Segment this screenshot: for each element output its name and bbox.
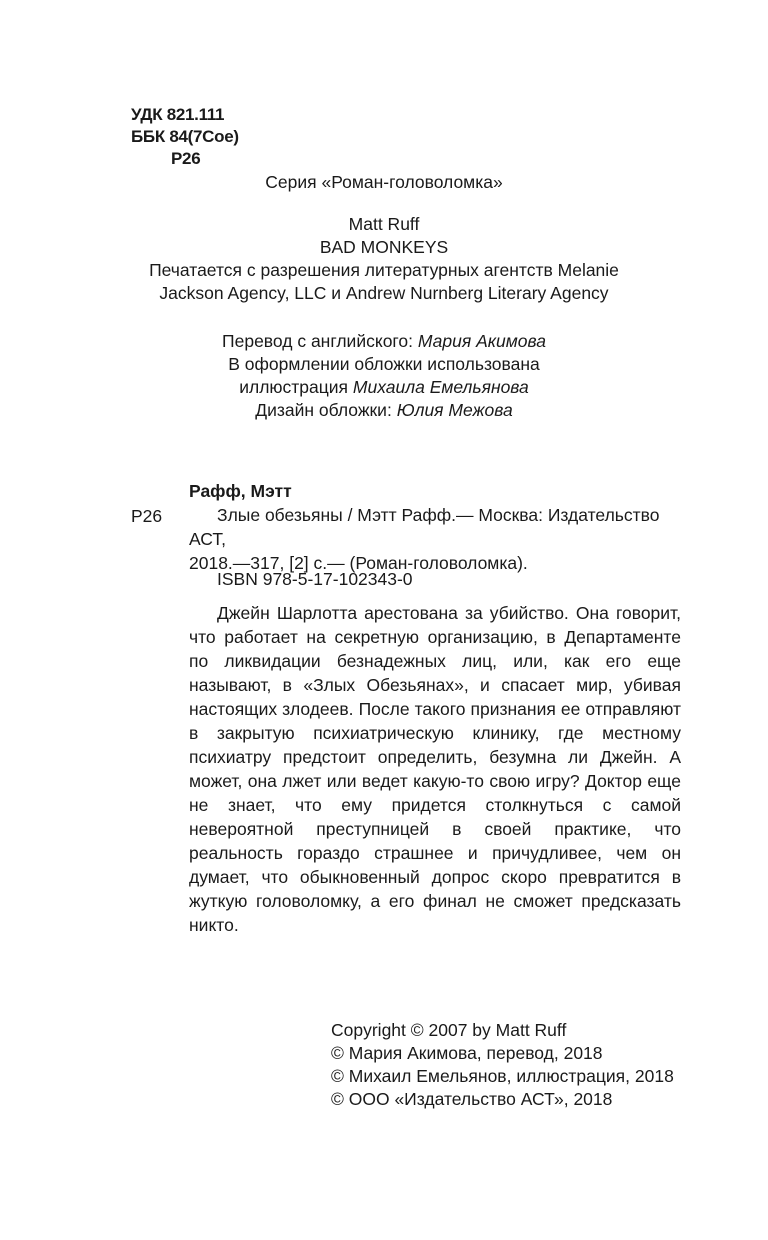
credits-block bbox=[90, 330, 678, 422]
cover-credit-line: В оформлении обложки использована bbox=[228, 354, 540, 374]
design-credit bbox=[90, 399, 678, 422]
isbn: ISBN 978-5-17-102343-0 bbox=[217, 569, 413, 589]
series-title: Серия «Роман-головоломка» bbox=[265, 172, 503, 192]
permission-line-1: Печатается с разрешения литературных агентств Melanie bbox=[149, 260, 619, 280]
udk-code: УДК 821.111 bbox=[131, 105, 225, 124]
copyright-line: © ООО «Издательство АСТ», 2018 bbox=[331, 1089, 613, 1109]
translator-name: Мария Акимова bbox=[417, 331, 546, 351]
translation-label: Перевод с английского: bbox=[222, 331, 418, 351]
design-label: Дизайн обложки: bbox=[255, 400, 397, 420]
classification-codes bbox=[131, 104, 239, 170]
annotation-paragraph: Джейн Шарлотта арестована за убийство. Она говорит, что работает на секретную организацию, в Департаменте по ликвидации безнадежных лиц, или, как его еще называют, в «Злых Обезьянах», и спасает мир, убивая настоящих злодеев. После такого признания ее отправляют в закрытую психиатрическую клинику, где местному психиатру предстоит определить, безумна ли Джейн. А может, она лжет или ведет какую-то свою игру? Доктор еще не знает, что ему придется столкнуться с самой невероятной преступницей в своей практике, что реальность гораздо страшнее и причудливее, чем он думает, что обыкновенный допрос скоро превратится в жуткую головоломку, а его финал не сможет предсказать никто. bbox=[189, 603, 681, 935]
original-author: Matt Ruff bbox=[348, 214, 420, 234]
copyright-line: © Мария Акимова, перевод, 2018 bbox=[331, 1043, 603, 1063]
copyright-block bbox=[331, 1019, 674, 1111]
bbk-code: ББК 84(7Сое) bbox=[131, 127, 239, 146]
copyright-line: Copyright © 2007 by Matt Ruff bbox=[331, 1020, 567, 1040]
author-mark: Р26 bbox=[171, 149, 201, 168]
copyright-line: © Михаил Емельянов, иллюстрация, 2018 bbox=[331, 1066, 674, 1086]
catalog-left-code: Р26 bbox=[131, 506, 163, 526]
original-title: BAD MONKEYS bbox=[319, 237, 449, 257]
illustrator-name: Михаила Емельянова bbox=[352, 377, 529, 397]
catalog-description-line-1: Злые обезьяны / Мэтт Рафф.— Москва: Издательство АСТ, bbox=[189, 505, 660, 549]
original-edition-block bbox=[90, 213, 678, 305]
translation-credit bbox=[90, 330, 678, 353]
catalog-description-line-2: 2018.—317, [2] с.— (Роман-головоломка). bbox=[189, 553, 528, 573]
illustration-label: иллюстрация bbox=[239, 377, 353, 397]
illustration-credit bbox=[90, 376, 678, 399]
catalog-description bbox=[189, 503, 679, 575]
permission-line-2: Jackson Agency, LLC и Andrew Nurnberg Literary Agency bbox=[159, 283, 609, 303]
designer-name: Юлия Межова bbox=[396, 400, 513, 420]
catalog-author-heading: Рафф, Мэтт bbox=[189, 481, 292, 501]
